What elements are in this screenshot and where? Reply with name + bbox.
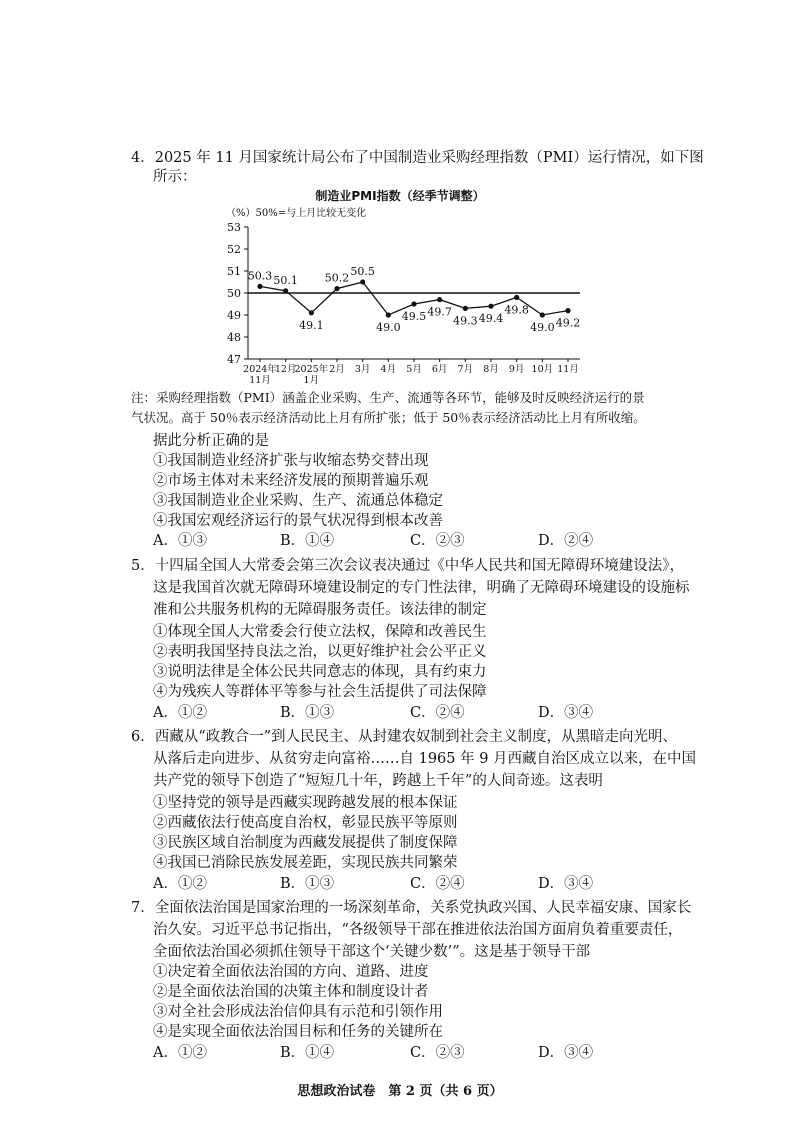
q7-item-4: ④是实现全面依法治国目标和任务的关键所在 (153, 1024, 443, 1040)
data-point (540, 312, 545, 317)
x-tick-label: 2月 (329, 364, 345, 375)
data-point (360, 279, 365, 284)
data-label: 49.5 (401, 310, 427, 323)
x-tick-label: 9月 (508, 364, 525, 375)
x-tick-label: 12月 (274, 364, 297, 375)
data-point (514, 295, 519, 300)
q4-option-a[interactable]: A．①③ (153, 533, 207, 549)
q5-option-a[interactable]: A．①② (153, 705, 207, 721)
chart-title: 制造业PMI指数（经季节调整） (315, 189, 485, 203)
q5-option-c[interactable]: C．②④ (410, 705, 465, 721)
data-label: 49.2 (555, 316, 581, 330)
x-tick-label: 11月 (249, 375, 271, 386)
q5-item-1: ①体现全国人大常委会行使立法权，保障和改善民生 (153, 624, 487, 640)
page-footer: 思想政治试卷 第 2 页（共 6 页） (297, 1084, 503, 1099)
data-label: 49.3 (453, 314, 478, 328)
data-label: 50.2 (324, 271, 350, 285)
x-tick-label: 1月 (303, 375, 320, 386)
data-point (283, 288, 288, 293)
q5-line-2: 这是我国首次就无障碍环境建设制定的专门性法律，明确了无障碍环境建设的设施标 (153, 580, 690, 596)
q5-option-d[interactable]: D．③④ (538, 705, 594, 721)
q4-note-line-2: 气状况。高于 50％表示经济活动比上月有所扩张；低于 50％表示经济活动比上月有所收缩。 (131, 410, 646, 425)
q4-line-2: 所示： (153, 169, 197, 185)
q5-line-1: 5．十四届全国人大常委会第三次会议表决通过《中华人民共和国无障碍环境建设法》， (131, 558, 684, 574)
data-label: 50.3 (247, 269, 273, 283)
data-label: 50.1 (273, 273, 298, 287)
data-point (565, 308, 570, 313)
q7-option-a[interactable]: A．①② (153, 1045, 207, 1061)
q7-item-3: ③对全社会形成法治信仰具有示范和引领作用 (153, 1004, 443, 1020)
q6-item-2: ②西藏依法行使高度自治权，彰显民族平等原则 (153, 815, 458, 831)
pmi-line-chart (200, 205, 600, 395)
y-tick-label: 50 (227, 287, 241, 300)
q5-option-b[interactable]: B．①③ (280, 705, 335, 721)
data-label: 49.0 (530, 321, 555, 334)
data-point (386, 312, 391, 317)
q5-line-3: 准和公共服务机构的无障碍服务责任。该法律的制定 (153, 602, 487, 618)
q7-item-1: ①决定着全面依法治国的方向、道路、进度 (153, 964, 429, 980)
x-tick-label: 3月 (354, 364, 371, 375)
x-tick-label: 6月 (431, 364, 448, 375)
data-point (463, 306, 468, 311)
q6-item-4: ④我国已消除民族发展差距，实现民族共同繁荣 (153, 855, 458, 871)
q5-item-4: ④为残疾人等群体平等参与社会生活提供了司法保障 (153, 684, 487, 700)
q6-option-c[interactable]: C．②④ (410, 876, 465, 892)
q6-item-1: ①坚持党的领导是西藏实现跨越发展的根本保证 (153, 795, 458, 811)
q5-item-2: ②表明我国坚持良法之治，以更好维护社会公平正义 (153, 644, 487, 660)
data-point (437, 297, 442, 302)
q4-stem: 据此分析正确的是 (153, 433, 269, 449)
data-label: 49.4 (478, 312, 504, 326)
y-tick-label: 53 (227, 221, 241, 234)
q7-option-c[interactable]: C．②③ (410, 1045, 465, 1061)
q4-item-2: ②市场主体对未来经济发展的预期普遍乐观 (153, 473, 429, 489)
x-tick-label: 2025年 (294, 364, 329, 375)
y-tick-label: 52 (227, 243, 241, 256)
q4-item-3: ③我国制造业企业采购、生产、流通总体稳定 (153, 493, 443, 509)
data-point (488, 304, 493, 309)
data-point (334, 286, 339, 291)
q6-line-2: 从落后走向进步、从贫穷走向富裕……自 1965 年 9 月西藏自治区成立以来，在中国 (153, 751, 697, 767)
x-tick-label: 7月 (457, 364, 474, 375)
q4-option-c[interactable]: C．②③ (410, 533, 465, 549)
q6-option-d[interactable]: D．③④ (538, 876, 594, 892)
q4-item-1: ①我国制造业经济扩张与收缩态势交替出现 (153, 453, 429, 469)
q6-option-a[interactable]: A．①② (153, 876, 207, 892)
x-tick-label: 4月 (380, 364, 397, 375)
q7-line-3: 全面依法治国必须抓住领导干部这个‘关键少数’”。这是基于领导干部 (153, 944, 591, 960)
q4-note-line-1: 注：采购经理指数（PMI）涵盖企业采购、生产、流通等各环节，能够及时反映经济运行的景 (131, 390, 645, 405)
x-tick-label: 11月 (557, 364, 579, 375)
q7-item-2: ②是全面依法治国的决策主体和制度设计者 (153, 984, 429, 1000)
q4-option-b[interactable]: B．①④ (280, 533, 335, 549)
y-tick-label: 49 (227, 309, 241, 322)
q7-line-1: 7．全面依法治国是国家治理的一场深刻革命，关系党执政兴国、人民幸福安康、国家长 (131, 900, 692, 916)
data-label: 49.8 (504, 303, 529, 317)
y-tick-label: 51 (227, 265, 241, 278)
data-label: 49.0 (376, 321, 401, 334)
data-label: 50.5 (350, 265, 375, 278)
data-point (257, 284, 262, 289)
q7-option-b[interactable]: B．①④ (280, 1045, 335, 1061)
q4-line-1: 4．2025 年 11 月国家统计局公布了中国制造业采购经理指数（PMI）运行情况，如下图 (131, 150, 704, 166)
q6-item-3: ③民族区域自治制度为西藏发展提供了制度保障 (153, 835, 458, 851)
data-label: 49.7 (427, 305, 452, 319)
q7-line-2: 治久安。习近平总书记指出，“各级领导干部在推进依法治国方面肩负着重要责任， (153, 922, 683, 938)
q7-option-d[interactable]: D．③④ (538, 1045, 594, 1061)
y-tick-label: 48 (227, 331, 241, 344)
q4-item-4: ④我国宏观经济运行的景气状况得到根本改善 (153, 513, 443, 529)
x-tick-label: 8月 (483, 364, 499, 375)
q4-option-d[interactable]: D．②④ (538, 533, 594, 549)
x-tick-label: 10月 (531, 364, 554, 375)
y-tick-label: 47 (227, 353, 241, 366)
q6-line-3: 共产党的领导下创造了“短短几十年，跨越上千年”的人间奇迹。这表明 (153, 773, 603, 789)
y-axis-label: （%）50%=与上月比较无变化 (226, 208, 367, 219)
x-tick-label: 2024年 (243, 364, 277, 375)
data-point (411, 301, 416, 306)
q5-item-3: ③说明法律是全体公民共同意志的体现，具有约束力 (153, 664, 487, 680)
data-label: 49.1 (299, 318, 324, 332)
x-tick-label: 5月 (406, 364, 422, 375)
q6-line-1: 6．西藏从“政教合一”到人民民主、从封建农奴制到社会主义制度，从黑暗走向光明、 (131, 729, 678, 745)
q6-option-b[interactable]: B．①③ (280, 876, 335, 892)
data-point (309, 310, 314, 315)
